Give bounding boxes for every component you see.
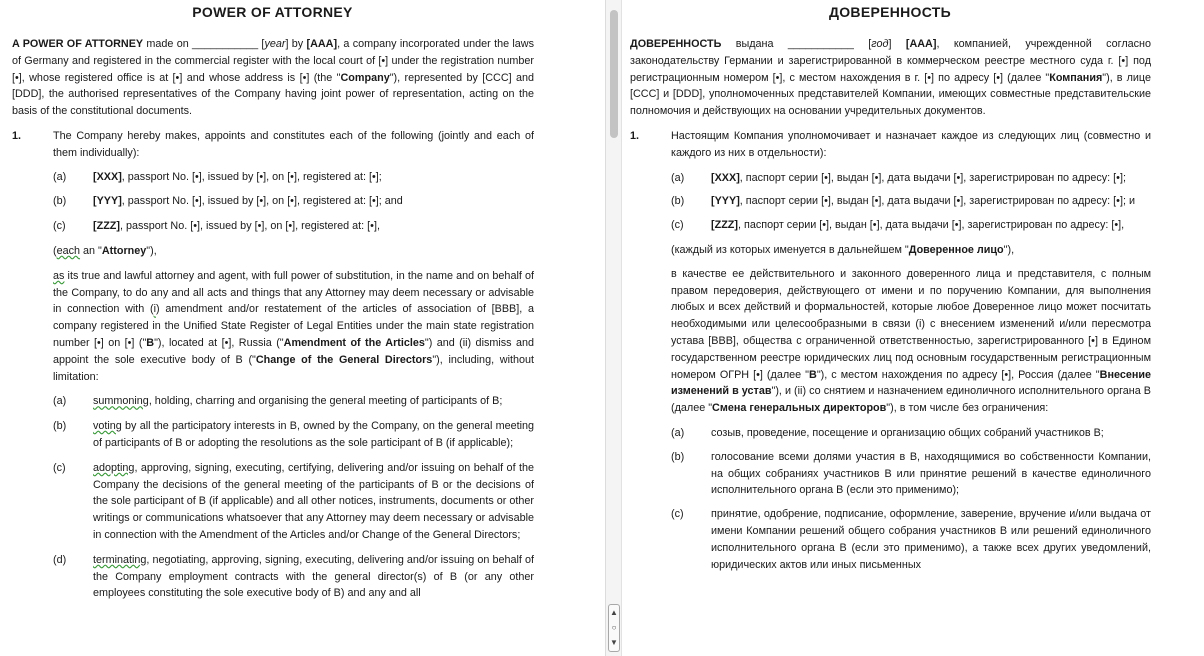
each-attorney-line-ru: (каждый из которых именуется в дальнейшем "Доверенное лицо"), bbox=[671, 243, 1015, 256]
act-a: (a) summoning, holding, charring and organising the general meeting of participants of B; bbox=[53, 395, 503, 408]
act-a-ru: (a) созыв, проведение, посещение и организацию общих собраний участников B; bbox=[671, 426, 1104, 439]
clause-1-ru: 1. Настоящим Компания уполномочивает и назначает каждое из следующих лиц (совместно и каждого из них в отдельности): bbox=[630, 129, 1151, 159]
browse-object-icon[interactable]: ○ bbox=[611, 623, 617, 632]
intro-paragraph-ru: ДОВЕРЕННОСТЬ выдана ___________ [год] [AAA], компанией, учрежденной согласно законодательству Германии и зарегистрированной в коммерческом реестре местного суда г. [•] под регистрационным номером [•], с местом нахождения в г. [•] по адресу [•] (далее "Компания"), в лице [CCC] и [DDD], уполномоченных представителей Компании, имеющих совместные представительские полномочия и действующих на основании учредительных документов. bbox=[630, 38, 1151, 118]
act-c: (c) adopting, approving, signing, executing, certifying, delivering and/or issuing on behalf of the Company the decisions of the general meeting of the participants of B or the decisions of the sole participant of B (if applicable) and all other notices, instruments, documents or other writings or communications whatsoever that any Attorney may deem necessary or advisable in connection with the Amendment of the Articles and/or Change of the General Directors; bbox=[53, 461, 534, 541]
clause-1: 1. The Company hereby makes, appoints and constitutes each of the following (jointly and each of them individually): bbox=[12, 129, 534, 159]
scrollbar-thumb[interactable] bbox=[610, 10, 618, 138]
clause-number: 1. bbox=[12, 129, 22, 142]
russian-document-pane[interactable] bbox=[622, 0, 1204, 656]
previous-page-icon[interactable]: ▲ bbox=[610, 608, 618, 617]
act-c-ru: (c) принятие, одобрение, подписание, оформление, заверение, вручение и/или выдача от имени Компании решений общего собрания участников B или решений единоличного исполнительного органа B (если это применимо), а также всех других уведомлений, юридических актов или иных письменных bbox=[671, 508, 1151, 571]
person-c-ru: (c) [ZZZ], паспорт серии [•], выдан [•], дата выдачи [•], зарегистрирован по адресу: [•], bbox=[671, 219, 1125, 232]
vertical-scrollbar[interactable] bbox=[605, 0, 622, 656]
act-b: (b) voting by all the participatory interests in B, owned by the Company, on the general meeting of participants of B or adopting the resolutions as the sole participant of B (if applicable); bbox=[53, 420, 534, 449]
person-a: (a) [XXX], passport No. [•], issued by [•], on [•], registered at: [•]; bbox=[53, 170, 382, 183]
clause-number: 1. bbox=[630, 129, 640, 142]
russian-document-body bbox=[630, 36, 1151, 573]
document-title-english: POWER OF ATTORNEY bbox=[192, 4, 353, 20]
powers-paragraph-ru: в качестве ее действительного и законного доверенного лица и представителя, с полным правом передоверия, действующего от имени и по поручению Компании, для выполнения любых и всех действий и формальностей, которые любое Доверенное лицо может посчитать необходимыми или целесообразными в связи (i) с внесением изменений и/или пересмотра устава [BBB], общества с ограниченной ответственностью, зарегистрированного [•] в Едином государственном реестре юридических лиц под основным государственным регистрационным номером ОГРН [•] (далее "B"), с местом нахождения по адресу [•], Россия (далее "Внесение изменений в устав"), и (ii) со снятием и назначением единоличного исполнительного органа B (далее "Смена генеральных директоров"), в том числе без ограничения: bbox=[671, 267, 1152, 415]
english-document-body bbox=[12, 36, 534, 602]
act-b-ru: (b) голосование всеми долями участия в B, находящимися во собственности Компании, на общих собраниях участников B или принятие решений в качестве единоличного исполнительного органа B (если это применимо); bbox=[671, 450, 1151, 497]
person-c: (c) [ZZZ], passport No. [•], issued by [•], on [•], registered at: [•], bbox=[53, 220, 380, 233]
act-d: (d) terminating, negotiating, approving, signing, executing, delivering and/or issuing on behalf of the Company employment contracts with the general director(s) of B (or any other employees constituting the sole executive body of B) and any and all bbox=[53, 553, 534, 600]
person-b: (b) [YYY], passport No. [•], issued by [•], on [•], registered at: [•]; and bbox=[53, 195, 403, 208]
document-title-russian: ДОВЕРЕННОСТЬ bbox=[828, 4, 952, 20]
person-a-ru: (a) [XXX], паспорт серии [•], выдан [•], дата выдачи [•], зарегистрирован по адресу: [•]; bbox=[671, 171, 1126, 184]
intro-paragraph: A POWER OF ATTORNEY made on ___________ [year] by [AAA], a company incorporated under the laws of Germany and registered in the commercial register with the local court of [•] under the registration number [•], whose registered office is at [•] and whose address is [•] (the "Company"), represented by [CCC] and [DDD], the authorised representatives of the Company having joint power of representation, acting on the basis of the constitutional documents. bbox=[12, 38, 535, 118]
each-attorney-line: (each an "Attorney"), bbox=[53, 244, 157, 257]
next-page-icon[interactable]: ▼ bbox=[610, 638, 618, 647]
person-b-ru: (b) [YYY], паспорт серии [•], выдан [•], дата выдачи [•], зарегистрирован по адресу: [•]; и bbox=[671, 195, 1135, 208]
page-navigation-control[interactable] bbox=[608, 604, 620, 652]
powers-paragraph: as its true and lawful attorney and agent, with full power of substitution, in the name and on behalf of the Company, to do any and all acts and things that any Attorney may deem necessary or advisable in connection with (i) amendment and/or restatement of the articles of association of [BBB], a company registered in the Unified State Register of Legal Entities under the main state registration number [•] on [•] ("B"), located at [•], Russia ("Amendment of the Articles") and (ii) dismiss and appoint the sole executive body of B ("Change of the General Directors"), including, without limitation: bbox=[53, 269, 534, 383]
